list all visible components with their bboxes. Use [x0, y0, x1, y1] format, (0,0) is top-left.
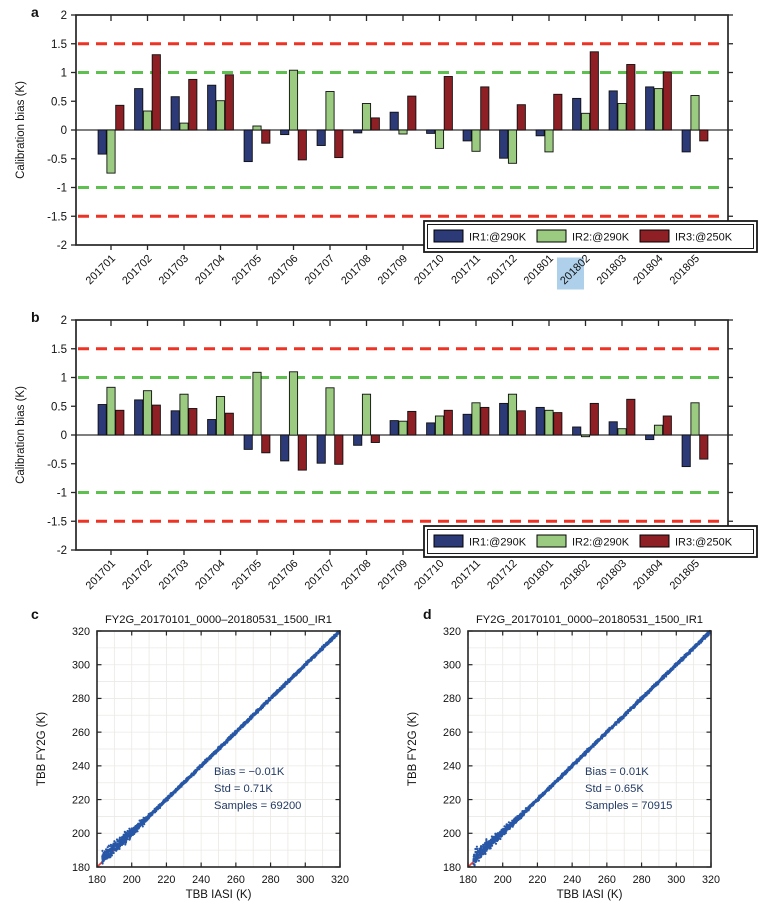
- x-tick-label: 201805: [667, 252, 703, 288]
- x-tick-label: 201802: [558, 557, 593, 593]
- bar: [654, 425, 662, 435]
- bar: [399, 421, 407, 435]
- stats-annotation-line: Samples = 70915: [585, 800, 673, 812]
- bar: [590, 52, 598, 130]
- y-axis-label: TBB FY2G (K): [36, 711, 48, 787]
- legend-label: IR1:@290K: [469, 536, 527, 549]
- bar: [554, 413, 562, 435]
- legend-label: IR3:@250K: [675, 536, 733, 549]
- y-tick-label: 320: [71, 625, 90, 638]
- bar: [654, 89, 662, 130]
- y-tick-label: 300: [71, 659, 90, 672]
- stats-annotation-line: Bias = 0.01K: [585, 766, 649, 778]
- x-tick-label: 201803: [594, 557, 630, 593]
- x-tick-label: 201705: [229, 252, 265, 288]
- bar: [171, 97, 179, 130]
- bar: [618, 429, 626, 435]
- bar: [427, 130, 435, 133]
- bar: [262, 130, 270, 143]
- bar: [253, 372, 261, 435]
- y-tick-label: -2: [56, 240, 67, 252]
- y-tick-label: 1.5: [51, 38, 67, 51]
- bar-chart-panel-b: [0, 305, 761, 600]
- y-tick-label: 2: [60, 10, 67, 22]
- bar: [508, 130, 516, 163]
- bar: [427, 423, 435, 435]
- x-tick-label: 201709: [375, 252, 411, 288]
- bar: [135, 400, 143, 435]
- legend-swatch: [434, 535, 463, 547]
- bar: [481, 87, 489, 130]
- y-tick-label: 2: [60, 315, 67, 327]
- bar: [180, 394, 188, 435]
- bar: [216, 101, 224, 130]
- x-tick-label: 201706: [266, 557, 301, 593]
- legend-label: IR3:@250K: [675, 231, 733, 244]
- bar: [646, 435, 654, 440]
- y-tick-label: 260: [71, 726, 90, 739]
- bar: [545, 130, 553, 152]
- x-tick-label: 201702: [120, 252, 155, 288]
- x-tick-label: 201804: [631, 252, 666, 288]
- bar: [116, 410, 124, 435]
- bar: [444, 77, 452, 131]
- bar: [435, 416, 443, 435]
- bar: [189, 409, 197, 436]
- bar: [463, 414, 471, 435]
- y-tick-label: 320: [442, 625, 461, 638]
- bar: [408, 96, 416, 130]
- scatter-panels-c-d: [0, 600, 761, 912]
- x-tick-label: 201706: [266, 252, 301, 288]
- bar: [472, 403, 480, 435]
- bar: [508, 394, 516, 435]
- bar: [208, 420, 216, 436]
- x-tick-label: 201705: [229, 557, 265, 593]
- x-tick-label: 200: [493, 874, 512, 886]
- x-tick-label: 240: [563, 874, 582, 886]
- panel-letter-d: d: [423, 606, 432, 622]
- bar: [371, 118, 379, 130]
- y-tick-label: -1: [56, 182, 67, 195]
- bar: [281, 435, 289, 461]
- bar: [581, 435, 589, 437]
- x-tick-label: 300: [296, 874, 315, 886]
- bar: [682, 130, 690, 152]
- bar: [107, 130, 115, 173]
- x-tick-label: 220: [157, 874, 176, 886]
- y-tick-label: 280: [442, 693, 461, 706]
- bar: [408, 411, 416, 435]
- x-tick-label: 201707: [302, 557, 338, 593]
- bar: [627, 65, 635, 131]
- bar: [152, 405, 160, 435]
- bar: [500, 403, 508, 435]
- x-tick-label: 240: [192, 874, 211, 886]
- bar: [618, 104, 626, 131]
- bar: [152, 55, 160, 130]
- bar: [663, 72, 671, 130]
- bar: [98, 130, 106, 154]
- bar: [545, 410, 553, 435]
- x-tick-label: 201702: [120, 557, 155, 593]
- x-tick-label: 201708: [339, 557, 374, 593]
- bar: [691, 96, 699, 131]
- scatter-points: [472, 630, 711, 867]
- bar: [116, 105, 124, 130]
- legend-label: IR2:@290K: [572, 231, 630, 244]
- y-tick-label: -2: [56, 545, 67, 557]
- y-tick-label: -0.5: [47, 153, 67, 166]
- bar: [700, 435, 708, 459]
- bar: [472, 130, 480, 151]
- bar: [289, 70, 297, 130]
- bar: [354, 435, 362, 445]
- x-tick-label: 320: [330, 874, 350, 886]
- bar: [481, 407, 489, 435]
- panel-letter-b: b: [31, 309, 40, 325]
- bar: [371, 435, 379, 443]
- legend-swatch: [537, 230, 566, 242]
- y-tick-label: 200: [442, 828, 461, 841]
- x-tick-label: 201710: [412, 557, 447, 593]
- bar: [536, 130, 544, 136]
- panel-letter-a: a: [31, 4, 39, 20]
- bar: [335, 435, 343, 464]
- bar: [609, 91, 617, 130]
- y-tick-label: -1: [56, 487, 67, 500]
- bar: [216, 397, 224, 436]
- y-tick-label: 180: [71, 861, 90, 874]
- bar: [500, 130, 508, 158]
- bar: [700, 130, 708, 141]
- plot-title: FY2G_20170101_0000–20180531_1500_IR1: [104, 614, 333, 626]
- y-tick-label: 0.5: [51, 96, 67, 109]
- x-tick-label: 201801: [521, 557, 557, 593]
- y-tick-label: 220: [71, 794, 90, 807]
- x-tick-label: 201703: [156, 557, 192, 593]
- x-tick-label: 201711: [449, 252, 484, 287]
- y-tick-label: 0.5: [51, 401, 67, 414]
- stats-annotation-line: Bias = −0.01K: [214, 766, 285, 778]
- bar: [554, 94, 562, 130]
- x-tick-label: 200: [122, 874, 141, 886]
- bar: [435, 130, 443, 148]
- bar: [281, 130, 289, 135]
- bar: [135, 89, 143, 130]
- bar: [335, 130, 343, 158]
- bar: [143, 111, 151, 130]
- x-tick-label: 320: [701, 874, 721, 886]
- y-tick-label: 180: [442, 861, 461, 874]
- bar: [517, 411, 525, 435]
- bar: [463, 130, 471, 141]
- bar: [171, 411, 179, 435]
- bar: [244, 435, 252, 449]
- bar: [390, 421, 398, 435]
- x-tick-label: 201805: [667, 557, 703, 593]
- y-tick-label: -1.5: [47, 211, 67, 224]
- bar: [362, 104, 370, 131]
- stats-annotation-line: Samples = 69200: [214, 800, 302, 812]
- bar: [317, 130, 325, 146]
- bar: [390, 112, 398, 130]
- bar: [143, 391, 151, 435]
- x-tick-label: 201802: [558, 252, 593, 288]
- y-tick-label: 0: [60, 125, 67, 137]
- x-tick-label: 201701: [83, 252, 119, 288]
- y-axis-label: Calibration bias (K): [15, 386, 27, 484]
- bar-groups: [98, 52, 708, 173]
- stats-annotation-line: Std = 0.71K: [214, 783, 273, 795]
- bar: [98, 405, 106, 436]
- bar: [326, 388, 334, 435]
- bar: [208, 85, 216, 130]
- x-tick-label: 260: [597, 874, 616, 886]
- x-tick-label: 201703: [156, 252, 192, 288]
- bar: [362, 394, 370, 435]
- y-tick-label: -1.5: [47, 516, 67, 529]
- y-tick-label: 260: [442, 726, 461, 739]
- bar: [107, 387, 115, 435]
- bar: [317, 435, 325, 463]
- bar: [289, 372, 297, 435]
- legend: [424, 526, 757, 557]
- y-tick-label: 1.5: [51, 343, 67, 356]
- x-tick-label: 201803: [594, 252, 630, 288]
- x-tick-label: 201709: [375, 557, 411, 593]
- stats-annotation-line: Std = 0.65K: [585, 783, 644, 795]
- x-tick-label: 201804: [631, 557, 666, 593]
- bar: [627, 399, 635, 435]
- y-axis-label: TBB FY2G (K): [407, 711, 419, 787]
- bar: [326, 92, 334, 131]
- y-tick-label: 1: [60, 372, 67, 385]
- bar: [573, 98, 581, 130]
- y-tick-label: 240: [71, 760, 90, 773]
- bar: [581, 113, 589, 130]
- legend-swatch: [537, 535, 566, 547]
- x-tick-label: 201704: [193, 557, 228, 593]
- x-axis-label: TBB IASI (K): [556, 889, 623, 901]
- bar: [225, 413, 233, 435]
- x-tick-label: 280: [261, 874, 280, 886]
- bar: [444, 410, 452, 435]
- y-tick-label: 220: [442, 794, 461, 807]
- legend-label: IR1:@290K: [469, 231, 527, 244]
- x-tick-label: 260: [226, 874, 245, 886]
- bar: [609, 422, 617, 435]
- legend-label: IR2:@290K: [572, 536, 630, 549]
- y-tick-label: 0: [60, 430, 67, 442]
- bar: [646, 87, 654, 130]
- bar: [298, 130, 306, 160]
- bar: [590, 403, 598, 435]
- plot-title: FY2G_20170101_0000–20180531_1500_IR1: [475, 614, 704, 626]
- y-tick-label: 280: [71, 693, 90, 706]
- y-tick-label: 200: [71, 828, 90, 841]
- bar: [189, 79, 197, 130]
- bar: [691, 403, 699, 435]
- x-axis-label: TBB IASI (K): [185, 889, 252, 901]
- x-tick-label: 201712: [485, 252, 520, 288]
- x-tick-label: 201711: [449, 557, 484, 592]
- x-tick-label: 201708: [339, 252, 374, 288]
- bar: [663, 416, 671, 435]
- legend-swatch: [640, 230, 669, 242]
- bar: [682, 435, 690, 467]
- scatter-points: [101, 630, 341, 865]
- x-tick-label: 201707: [302, 252, 338, 288]
- panel-letter-c: c: [31, 606, 39, 622]
- legend-swatch: [434, 230, 463, 242]
- x-tick-label: 280: [632, 874, 651, 886]
- bar: [517, 105, 525, 130]
- y-tick-label: 1: [60, 67, 67, 80]
- x-tick-label: 220: [528, 874, 547, 886]
- x-tick-label: 180: [458, 874, 478, 886]
- bar: [573, 427, 581, 435]
- y-axis-label: Calibration bias (K): [15, 81, 27, 179]
- bar-groups: [98, 372, 708, 470]
- bar: [225, 75, 233, 130]
- legend: [424, 221, 757, 252]
- bar: [354, 130, 362, 133]
- bar: [399, 130, 407, 134]
- x-tick-label: 201710: [412, 252, 447, 288]
- y-tick-label: 240: [442, 760, 461, 773]
- y-tick-label: -0.5: [47, 458, 67, 471]
- y-tick-label: 300: [442, 659, 461, 672]
- legend-swatch: [640, 535, 669, 547]
- bar: [180, 123, 188, 130]
- x-tick-label: 300: [667, 874, 686, 886]
- x-tick-label: 201701: [83, 557, 119, 593]
- x-tick-label: 180: [87, 874, 107, 886]
- bar: [536, 407, 544, 435]
- bar: [262, 435, 270, 453]
- x-tick-label: 201712: [485, 557, 520, 593]
- x-tick-label: 201704: [193, 252, 228, 288]
- x-tick-label: 201801: [521, 252, 557, 288]
- bar: [253, 126, 261, 130]
- bar: [244, 130, 252, 162]
- bar: [298, 435, 306, 470]
- bar-chart-panel-a: [0, 0, 761, 305]
